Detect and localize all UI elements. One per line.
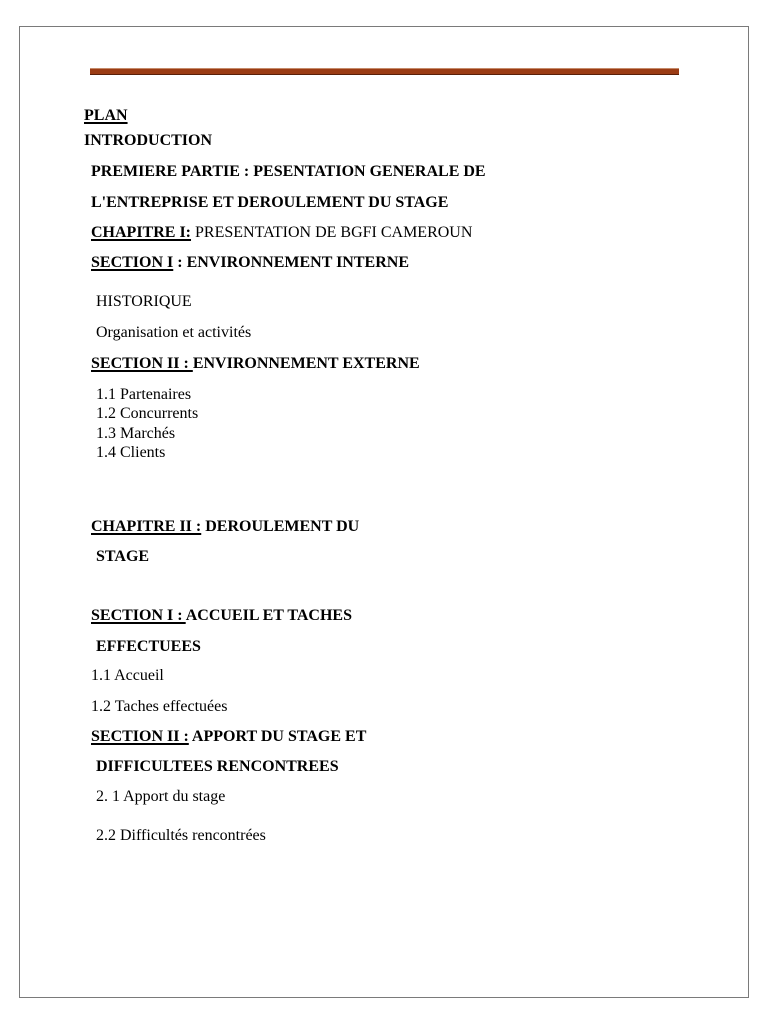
chapter1-heading [91, 223, 472, 243]
chapter2-section2-heading [91, 727, 366, 747]
chapter1-label: CHAPITRE I: [91, 224, 192, 241]
list-item: 2.2 Difficultés rencontrées [96, 827, 266, 844]
chapter2-section2-title-cont: DIFFICULTEES RENCONTREES [96, 758, 339, 775]
chapter2-section1-title: ACCUEIL ET TACHES [185, 607, 352, 624]
chapter1-section1-label: SECTION I [91, 254, 174, 271]
chapter2-title-cont: STAGE [96, 548, 150, 565]
chapter1-section2-label: SECTION II : [91, 355, 193, 372]
header-rule [90, 68, 679, 75]
chapter1-title: PRESENTATION DE BGFI CAMEROUN [191, 224, 473, 241]
chapter1-section2-heading [91, 354, 420, 374]
chapter2-heading [91, 517, 359, 537]
chapter2-label: CHAPITRE II : [91, 518, 202, 535]
chapter2-section1-label: SECTION I : [91, 607, 186, 624]
part1-title-line1: PREMIERE PARTIE : PESENTATION GENERALE DE [91, 163, 486, 180]
part1-title-line2: L'ENTREPRISE ET DEROULEMENT DU STAGE [91, 194, 449, 211]
chapter2-section2-label: SECTION II : [91, 728, 189, 745]
list-item: 1.1 Accueil [91, 667, 164, 684]
historique-item: HISTORIQUE [96, 293, 192, 310]
introduction-heading: INTRODUCTION [84, 132, 213, 149]
list-item: 1.2 Concurrents [96, 405, 199, 422]
list-item: 2. 1 Apport du stage [96, 788, 226, 805]
list-item: 1.2 Taches effectuées [91, 698, 228, 715]
chapter2-section1-title-cont: EFFECTUEES [96, 638, 201, 655]
chapter2-section2-title: APPORT DU STAGE ET [188, 728, 367, 745]
chapter1-section1-heading [91, 253, 409, 273]
chapter2-section1-heading [91, 606, 352, 626]
chapter1-section1-title: : ENVIRONNEMENT INTERNE [173, 254, 409, 271]
chapter2-title: DEROULEMENT DU [201, 518, 360, 535]
list-item: 1.4 Clients [96, 444, 166, 461]
plan-heading: PLAN [84, 107, 128, 124]
list-item: 1.1 Partenaires [96, 386, 192, 403]
chapter1-section2-title: ENVIRONNEMENT EXTERNE [192, 355, 420, 372]
organisation-item: Organisation et activités [96, 324, 252, 341]
list-item: 1.3 Marchés [96, 425, 176, 442]
